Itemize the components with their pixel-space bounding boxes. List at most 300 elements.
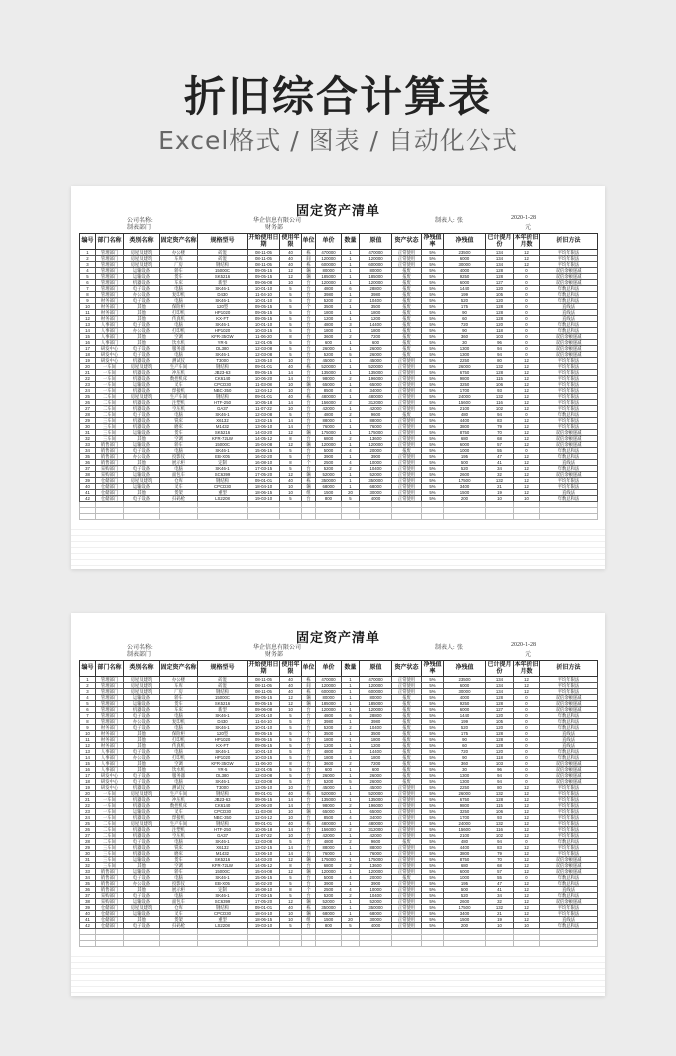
table-cell: 09-05-15 <box>248 268 280 274</box>
table-cell: 196000 <box>360 376 392 382</box>
table-cell: 20 <box>342 917 360 923</box>
table-cell: 1 <box>342 905 360 911</box>
table-cell: X6132 <box>198 418 248 424</box>
table-cell: 10-01-10 <box>248 713 280 719</box>
table-cell: 12 <box>514 478 540 484</box>
table-cell: 机器设备 <box>124 845 160 851</box>
table-cell: 管理部门 <box>96 274 124 280</box>
table-cell: 1 <box>342 346 360 352</box>
table-cell: 1800 <box>360 310 392 316</box>
table-cell: GA37 <box>198 833 248 839</box>
table-cell: 41 <box>80 917 96 923</box>
table-cell: 5 <box>280 767 302 773</box>
table-cell: 报废 <box>392 352 422 358</box>
empty-cell <box>342 513 360 519</box>
table-cell: 12 <box>514 791 540 797</box>
empty-cell <box>280 940 302 946</box>
table-cell: 仓储部门 <box>96 478 124 484</box>
table-cell: 11-06-20 <box>248 334 280 340</box>
table-cell: 470000 <box>360 677 392 683</box>
table-cell: 运输设备 <box>124 274 160 280</box>
table-cell: 42000 <box>360 833 392 839</box>
table-cell: EB-X05 <box>198 454 248 460</box>
table-cell: 三车间 <box>96 424 124 430</box>
table-cell: 40 <box>280 256 302 262</box>
table-cell: 平均年限法 <box>540 478 598 484</box>
table-cell: 新型 <box>198 707 248 713</box>
table-cell: 1 <box>342 274 360 280</box>
table-cell: 直线法 <box>540 304 598 310</box>
table-cell: 机器设备 <box>124 803 160 809</box>
table-cell: 报废 <box>392 779 422 785</box>
table-cell: 40 <box>280 683 302 689</box>
table-cell: 正常使用 <box>392 851 422 857</box>
table-cell: 470000 <box>316 250 342 256</box>
empty-cell <box>486 940 514 946</box>
table-cell: 5% <box>422 707 444 713</box>
table-cell: 投影仪 <box>160 454 198 460</box>
table-cell: 电子设备 <box>124 412 160 418</box>
table-cell: 10-01-10 <box>248 749 280 755</box>
table-cell: 电子设备 <box>124 773 160 779</box>
table-cell: 三车间 <box>96 845 124 851</box>
table-cell: 运输设备 <box>124 484 160 490</box>
unit-label: 元 <box>525 652 532 658</box>
table-cell: 3500 <box>360 731 392 737</box>
column-header: 折旧方法 <box>540 234 598 250</box>
table-cell: 管理部门 <box>96 689 124 695</box>
table-cell: 房屋及建筑 <box>124 256 160 262</box>
table-cell: 4800 <box>316 749 342 755</box>
table-cell: CPCD30 <box>198 382 248 388</box>
table-cell: 70 <box>486 430 514 436</box>
table-cell: 研发中心 <box>96 785 124 791</box>
empty-cell <box>302 940 316 946</box>
table-cell: 09-05-15 <box>248 743 280 749</box>
table-cell: 其他 <box>124 887 160 893</box>
table-cell: 14 <box>280 827 302 833</box>
table-cell: 钢结构 <box>198 905 248 911</box>
table-cell: 5% <box>422 677 444 683</box>
table-cell: 88000 <box>316 845 342 851</box>
column-header: 单位 <box>302 234 316 250</box>
table-cell: 复印机 <box>160 719 198 725</box>
table-cell: 辆 <box>302 274 316 280</box>
table-cell: 11-03-08 <box>248 382 280 388</box>
table-cell: 轿车 <box>160 869 198 875</box>
table-cell: 12 <box>280 857 302 863</box>
table-cell: 年数总和法 <box>540 725 598 731</box>
table-cell: 2100 <box>444 406 486 412</box>
table-cell: 个 <box>302 460 316 466</box>
table-cell: 正常使用 <box>392 689 422 695</box>
table-cell: 其他 <box>124 917 160 923</box>
table-cell: 40 <box>280 821 302 827</box>
table-cell: 5200 <box>316 466 342 472</box>
table-cell: 空调 <box>160 334 198 340</box>
table-cell: 辆 <box>302 899 316 905</box>
table-cell: 98000 <box>316 803 342 809</box>
table-cell: 冲压机 <box>160 370 198 376</box>
table-cell: 08-11-05 <box>248 677 280 683</box>
table-cell: 1 <box>342 791 360 797</box>
table-cell: 台 <box>302 400 316 406</box>
table-cell: 55 <box>486 448 514 454</box>
table-cell: T3000 <box>198 358 248 364</box>
table-cell: 5 <box>342 352 360 358</box>
table-cell: 年数总和法 <box>540 298 598 304</box>
table-cell: 报废 <box>392 292 422 298</box>
table-cell: 1800 <box>360 755 392 761</box>
table-cell: 机器设备 <box>124 388 160 394</box>
table-cell: 报废 <box>392 719 422 725</box>
table-cell: 平均年限法 <box>540 689 598 695</box>
table-cell: 88000 <box>360 845 392 851</box>
table-cell: 12 <box>514 797 540 803</box>
table-cell: 14-03-20 <box>248 430 280 436</box>
table-cell: 16 <box>80 767 96 773</box>
table-cell: 34000 <box>360 815 392 821</box>
table-cell: 报废 <box>392 725 422 731</box>
table-cell: 间 <box>302 256 316 262</box>
empty-cell <box>316 940 342 946</box>
table-cell: 管理部门 <box>96 280 124 286</box>
table-cell: 42 <box>80 923 96 929</box>
table-cell: 0 <box>514 292 540 298</box>
table-cell: 报废 <box>392 743 422 749</box>
table-cell: 年数总和法 <box>540 839 598 845</box>
table-cell: 运输设备 <box>124 268 160 274</box>
table-cell: 直线法 <box>540 490 598 496</box>
table-cell: 17 <box>80 346 96 352</box>
column-header: 规格型号 <box>198 661 248 677</box>
table-cell: 5% <box>422 334 444 340</box>
table-cell: 09-05-15 <box>248 310 280 316</box>
table-cell: 1 <box>342 340 360 346</box>
table-cell: 0 <box>514 310 540 316</box>
table-cell: 直线法 <box>540 460 598 466</box>
table-cell: 14-03-20 <box>248 857 280 863</box>
table-cell: 4 <box>80 268 96 274</box>
table-cell: CPCD30 <box>198 809 248 815</box>
table-cell: 12 <box>514 394 540 400</box>
table-cell: SK46-1 <box>198 749 248 755</box>
table-cell: 21 <box>80 370 96 376</box>
table-cell: 5% <box>422 749 444 755</box>
table-cell: 4000 <box>360 923 392 929</box>
table-cell: 10400 <box>360 893 392 899</box>
table-cell: 26000 <box>360 773 392 779</box>
table-cell: 5200 <box>316 893 342 899</box>
table-cell: 钢结构 <box>198 821 248 827</box>
table-cell: 4400 <box>444 418 486 424</box>
table-cell: 11-04-10 <box>248 719 280 725</box>
table-cell: 正常使用 <box>392 430 422 436</box>
table-cell: 10-03-15 <box>248 755 280 761</box>
table-cell: 8500 <box>316 815 342 821</box>
table-cell: 辆 <box>302 268 316 274</box>
table-cell: 其他 <box>124 490 160 496</box>
table-cell: 房屋及建筑 <box>124 683 160 689</box>
table-cell: 1 <box>342 250 360 256</box>
table-cell: 5% <box>422 923 444 929</box>
table-cell: 14 <box>280 418 302 424</box>
empty-cell <box>444 940 486 946</box>
table-cell: 1 <box>342 869 360 875</box>
table-cell: 5% <box>422 412 444 418</box>
table-cell: 辆 <box>302 442 316 448</box>
table-cell: 68000 <box>360 911 392 917</box>
table-cell: 12-03-08 <box>248 412 280 418</box>
table-cell: 栋 <box>302 689 316 695</box>
table-cell: 2 <box>342 839 360 845</box>
table-cell: 800 <box>316 923 342 929</box>
table-cell: 26000 <box>360 779 392 785</box>
table-cell: 12-03-08 <box>248 773 280 779</box>
table-cell: 520 <box>444 466 486 472</box>
table-cell: 1 <box>342 316 360 322</box>
table-cell: 报废 <box>392 280 422 286</box>
table-cell: 生产车间 <box>160 821 198 827</box>
table-cell: 磨床 <box>160 424 198 430</box>
table-cell: 34 <box>486 893 514 899</box>
table-cell: 0 <box>514 737 540 743</box>
table-cell: 47 <box>486 881 514 887</box>
table-cell: 12 <box>514 815 540 821</box>
table-cell: 57 <box>486 869 514 875</box>
table-cell: 135000 <box>316 370 342 376</box>
table-cell: 24 <box>80 388 96 394</box>
table-cell: 5% <box>422 815 444 821</box>
table-cell: 70 <box>486 857 514 863</box>
table-cell: 平均年限法 <box>540 358 598 364</box>
table-cell: 12 <box>514 484 540 490</box>
table-cell: 1 <box>342 484 360 490</box>
table-cell: 5% <box>422 448 444 454</box>
table-cell: 40 <box>280 791 302 797</box>
table-cell: 5% <box>422 490 444 496</box>
table-cell: 90 <box>444 328 486 334</box>
company-name: 华企信息有限公司 <box>253 218 302 224</box>
table-cell: 其他 <box>124 460 160 466</box>
table-cell: 12 <box>514 869 540 875</box>
table-cell: 正常使用 <box>392 887 422 893</box>
table-cell: 5% <box>422 743 444 749</box>
table-cell: 1 <box>342 845 360 851</box>
table-cell: HP1020 <box>198 328 248 334</box>
table-cell: 1 <box>342 767 360 773</box>
table-cell: 运输设备 <box>124 701 160 707</box>
table-cell: 1 <box>342 797 360 803</box>
table-cell: 350000 <box>360 905 392 911</box>
table-cell: 报废 <box>392 334 422 340</box>
table-cell: 1 <box>342 737 360 743</box>
table-cell: 12 <box>514 821 540 827</box>
table-cell: 1 <box>342 689 360 695</box>
table-cell: 29 <box>80 845 96 851</box>
table-cell: 5 <box>280 496 302 502</box>
table-cell: 正常使用 <box>392 893 422 899</box>
table-cell: 个 <box>302 887 316 893</box>
table-cell: 76000 <box>316 851 342 857</box>
table-cell: 3 <box>342 322 360 328</box>
table-cell: 120000 <box>360 256 392 262</box>
preparer-name: 张 <box>457 645 464 651</box>
table-cell: 132 <box>486 364 514 370</box>
table-cell: 仓储部门 <box>96 496 124 502</box>
table-cell: 30 <box>444 767 486 773</box>
empty-cell <box>198 940 248 946</box>
table-cell: 台 <box>302 767 316 773</box>
table-cell: 40 <box>280 677 302 683</box>
table-cell: 520000 <box>316 791 342 797</box>
table-cell: 轿车 <box>160 268 198 274</box>
table-cell: 办公设备 <box>124 292 160 298</box>
table-cell: 1700 <box>444 815 486 821</box>
table-cell: 10 <box>280 809 302 815</box>
table-cell: 120型 <box>198 731 248 737</box>
table-cell: 正常使用 <box>392 388 422 394</box>
table-cell: 12 <box>280 899 302 905</box>
table-cell: 135000 <box>360 370 392 376</box>
table-cell: 台 <box>302 406 316 412</box>
table-cell: 93 <box>486 388 514 394</box>
table-cell: 480000 <box>360 821 392 827</box>
table-cell: 600 <box>360 767 392 773</box>
table-cell: 双倍余额递减 <box>540 869 598 875</box>
table-cell: 38 <box>80 472 96 478</box>
table-cell: 台 <box>302 827 316 833</box>
table-cell: 重型 <box>198 490 248 496</box>
table-cell: 1 <box>342 364 360 370</box>
table-cell: 80000 <box>360 695 392 701</box>
table-cell: 18-04-10 <box>248 911 280 917</box>
table-cell: 19-03-10 <box>248 496 280 502</box>
table-cell: 1000 <box>444 875 486 881</box>
table-cell: 185000 <box>360 701 392 707</box>
dept-label: 制表部门 <box>127 652 152 658</box>
table-cell: 13600 <box>360 863 392 869</box>
table-cell: 12-03-08 <box>248 346 280 352</box>
table-cell: 电脑 <box>160 839 198 845</box>
table-cell: 1 <box>342 755 360 761</box>
table-cell: 5 <box>280 875 302 881</box>
table-cell: 0 <box>514 304 540 310</box>
table-cell: 1300 <box>444 773 486 779</box>
table-cell: 台 <box>302 725 316 731</box>
table-cell: 3980 <box>316 292 342 298</box>
table-cell: 14 <box>280 845 302 851</box>
table-cell: 1 <box>342 424 360 430</box>
table-cell: 5% <box>422 340 444 346</box>
table-cell: 6750 <box>444 370 486 376</box>
table-cell: 台 <box>302 845 316 851</box>
table-cell: 520 <box>444 893 486 899</box>
table-cell: 10 <box>486 496 514 502</box>
table-cell: 平均年限法 <box>540 388 598 394</box>
table-cell: 12 <box>514 689 540 695</box>
table-cell: 312000 <box>360 827 392 833</box>
table-cell: 双倍余额递减 <box>540 274 598 280</box>
company-label: 公司名称: <box>127 645 153 651</box>
empty-cell <box>160 513 198 519</box>
table-cell: 26000 <box>360 352 392 358</box>
table-cell: 12 <box>514 917 540 923</box>
table-cell: 90 <box>444 310 486 316</box>
table-cell: 其他 <box>124 340 160 346</box>
table-cell: 报废 <box>392 274 422 280</box>
table-cell: 机器设备 <box>124 280 160 286</box>
table-cell: 5% <box>422 821 444 827</box>
table-cell: 28 <box>80 412 96 418</box>
table-cell: 管理部门 <box>96 695 124 701</box>
table-cell: 双倍余额递减 <box>540 472 598 478</box>
table-cell: 13-05-10 <box>248 358 280 364</box>
table-cell: 5% <box>422 683 444 689</box>
column-header: 已计提月份 <box>487 234 512 248</box>
table-cell: 机器设备 <box>124 815 160 821</box>
table-cell: 15600 <box>444 827 486 833</box>
table-cell: 管理部门 <box>96 707 124 713</box>
table-cell: 运输设备 <box>124 911 160 917</box>
table-cell: 销售部门 <box>96 875 124 881</box>
table-cell: 研发中心 <box>96 773 124 779</box>
table-cell: 14 <box>280 376 302 382</box>
table-cell: 39 <box>80 905 96 911</box>
table-cell: 14 <box>280 370 302 376</box>
table-cell: 520 <box>444 725 486 731</box>
table-cell: 电子设备 <box>124 893 160 899</box>
table-cell: 其他 <box>124 316 160 322</box>
table-cell: 5% <box>422 827 444 833</box>
table-cell: 5% <box>422 382 444 388</box>
table-cell: 研发中心 <box>96 358 124 364</box>
table-cell: 32 <box>486 472 514 478</box>
column-header: 类别名称 <box>124 661 160 677</box>
table-cell: 0 <box>514 731 540 737</box>
table-cell: 4800 <box>316 322 342 328</box>
table-cell: 其他 <box>124 310 160 316</box>
table-cell: 年数总和法 <box>540 322 598 328</box>
empty-cell <box>540 940 598 946</box>
table-cell: 正常使用 <box>392 394 422 400</box>
table-cell: 9250 <box>444 701 486 707</box>
table-cell: 10 <box>486 923 514 929</box>
table-cell: 68000 <box>316 911 342 917</box>
table-cell: 3800 <box>444 851 486 857</box>
table-cell: 叉车 <box>160 809 198 815</box>
table-cell: 正常使用 <box>392 785 422 791</box>
table-cell: 10 <box>80 304 96 310</box>
table-cell: KFR-35GW <box>198 334 248 340</box>
table-cell: 电子设备 <box>124 839 160 845</box>
table-cell: 平均年限法 <box>540 827 598 833</box>
table-cell: 12 <box>514 785 540 791</box>
column-header: 开始使用日期 <box>248 234 279 248</box>
table-cell: SK46-1 <box>198 893 248 899</box>
table-cell: 服务器 <box>160 346 198 352</box>
table-cell: 平均年限法 <box>540 905 598 911</box>
table-cell: 12 <box>514 388 540 394</box>
table-cell: 12 <box>514 472 540 478</box>
table-cell: 电脑 <box>160 352 198 358</box>
table-cell: 10 <box>280 833 302 839</box>
table-cell: 办公设备 <box>124 719 160 725</box>
table-cell: 其他 <box>124 731 160 737</box>
table-cell: 26000 <box>444 791 486 797</box>
table-cell: 平均年限法 <box>540 809 598 815</box>
table-cell: 砖混 <box>198 677 248 683</box>
